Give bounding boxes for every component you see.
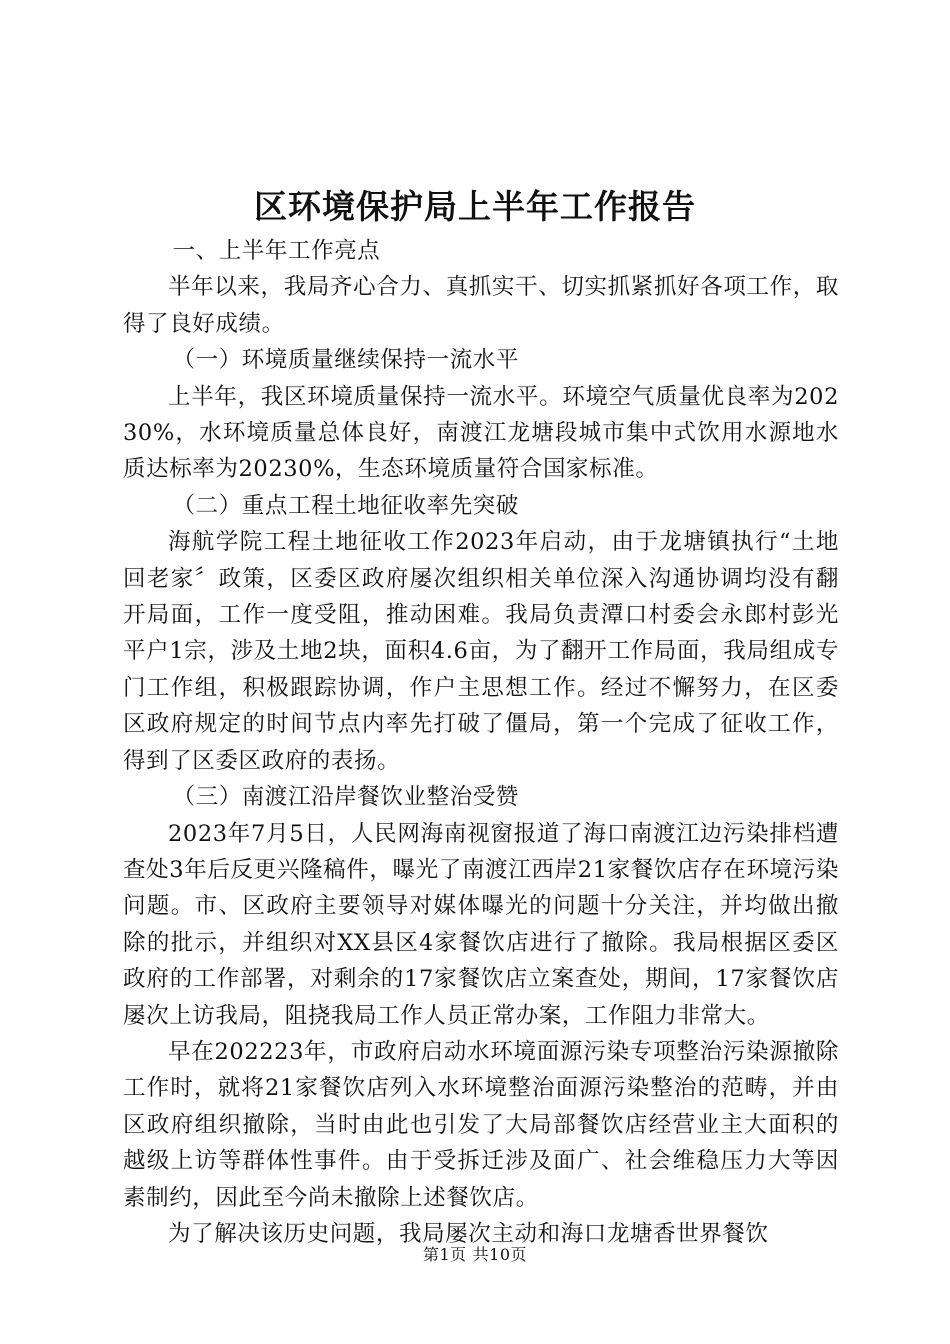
page-number: 第1页 <box>422 1245 467 1264</box>
paragraph: 半年以来，我局齐心合力、真抓实干、切实抓紧抓好各项工作，取得了良好成绩。 <box>123 274 839 337</box>
paragraph: 上半年，我区环境质量保持一流水平。环境空气质量优良率为20230%，水环境质量总体良好，南渡江龙塘段城市集中式饮用水源地水质达标率为20230%，生态环境质量符合国家标准。 <box>123 383 839 483</box>
section-heading: （三）南渡江沿岸餐饮业整治受赞 <box>172 784 520 811</box>
section-heading: （一）环境质量继续保持一流水平 <box>172 347 520 374</box>
paragraph: 2023年7月5日，人民网海南视窗报道了海口南渡江边污染排档遭查处3年后反更兴隆稿件，曝光了南渡江西岸21家餐饮店存在环境污染问题。市、区政府主要领导对媒体曝光的问题十分关注，并均做出撤除的批示，并组织对XX县区4家餐饮店进行了撤除。我局根据区委区政府的工作部署，对剩余的17家餐饮店立案查处，期间，17家餐饮店屡次上访我局，阻挠我局工作人员正常办案，工作阻力非常大。 <box>123 820 839 1029</box>
page-footer <box>0 1243 950 1267</box>
paragraph: 早在202223年，市政府启动水环境面源污染专项整治污染源撤除工作时，就将21家餐饮店列入水环境整治面源污染整治的范畴，并由区政府组织撤除，当时由此也引发了大局部餐饮店经营业主大面积的越级上访等群体性事件。由于受拆迁涉及面广、社会维稳压力大等因素制约，因此至今尚未撤除上述餐饮店。 <box>123 1038 839 1211</box>
paragraph: 海航学院工程土地征收工作2023年启动，由于龙塘镇执行“土地回老家〞政策，区委区政府屡次组织相关单位深入沟通协调均没有翻开局面，工作一度受阻，推动困难。我局负责潭口村委会永郎村彭光平户1宗，涉及土地2块，面积4.6亩，为了翻开工作局面，我局组成专门工作组，积极跟踪协调，作户主思想工作。经过不懈努力，在区委区政府规定的时间节点内率先打破了僵局，第一个完成了征收工作，得到了区委区政府的表扬。 <box>123 529 839 774</box>
paragraph: 为了解决该历史问题，我局屡次主动和海口龙塘香世界餐饮 <box>168 1220 769 1247</box>
document-title: 区环境保护局上半年工作报告 <box>254 187 696 226</box>
document-body <box>123 233 839 1252</box>
page-total: 共10页 <box>472 1245 528 1264</box>
section-heading: （二）重点工程土地征收率先突破 <box>172 492 520 519</box>
section-heading: 一、上半年工作亮点 <box>172 238 381 264</box>
